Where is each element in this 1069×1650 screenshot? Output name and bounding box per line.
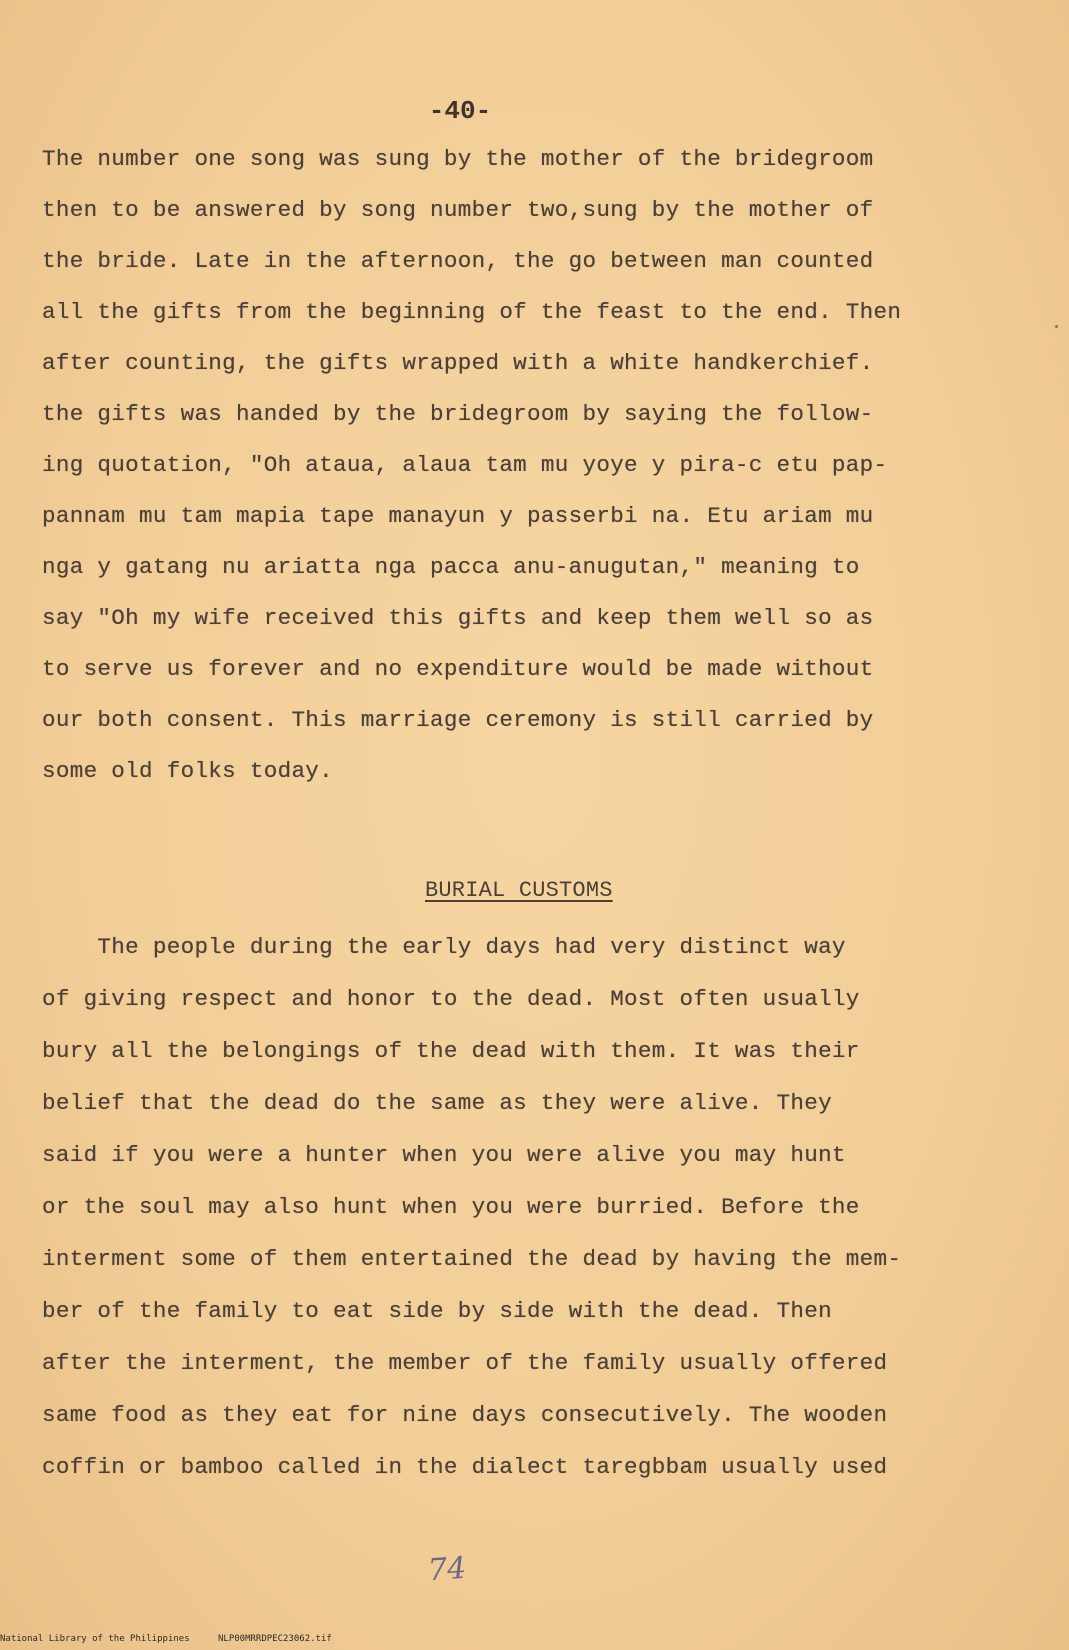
- body-line: bury all the belongings of the dead with them. It was their: [42, 1038, 860, 1064]
- body-line: the bride. Late in the afternoon, the go between man counted: [42, 248, 874, 274]
- body-line: the gifts was handed by the bridegroom by saying the follow-: [42, 401, 874, 427]
- body-line: some old folks today.: [42, 758, 334, 784]
- body-line: ing quotation, "Oh ataua, alaua tam mu yoye y pira-c etu pap-: [42, 452, 888, 478]
- body-line: The number one song was sung by the mother of the bridegroom: [42, 146, 874, 172]
- section-heading: BURIAL CUSTOMS: [425, 878, 613, 903]
- body-line: of giving respect and honor to the dead. Most often usually: [42, 986, 860, 1012]
- body-line: then to be answered by song number two,sung by the mother of: [42, 197, 874, 223]
- body-line: after counting, the gifts wrapped with a white handkerchief.: [42, 350, 874, 376]
- body-line: or the soul may also hunt when you were burried. Before the: [42, 1194, 860, 1220]
- body-line: our both consent. This marriage ceremony is still carried by: [42, 707, 874, 733]
- body-line: belief that the dead do the same as they were alive. They: [42, 1090, 832, 1116]
- footer-file-id: NLP00MRRDPEC23062.tif: [218, 1634, 332, 1644]
- body-line: after the interment, the member of the family usually offered: [42, 1350, 888, 1376]
- body-line: to serve us forever and no expenditure would be made without: [42, 656, 874, 682]
- body-line: ber of the family to eat side by side with the dead. Then: [42, 1298, 832, 1324]
- body-line: say "Oh my wife received this gifts and keep them well so as: [42, 605, 874, 631]
- body-line: said if you were a hunter when you were alive you may hunt: [42, 1142, 846, 1168]
- body-line: all the gifts from the beginning of the feast to the end. Then: [42, 299, 902, 325]
- body-line: interment some of them entertained the dead by having the mem-: [42, 1246, 902, 1272]
- body-line: same food as they eat for nine days consecutively. The wooden: [42, 1402, 888, 1428]
- handwritten-page-mark: 74: [426, 1550, 468, 1589]
- body-line: The people during the early days had very distinct way: [42, 934, 846, 960]
- body-line: coffin or bamboo called in the dialect taregbbam usually used: [42, 1454, 888, 1480]
- body-line: pannam mu tam mapia tape manayun y passerbi na. Etu ariam mu: [42, 503, 874, 529]
- body-line: nga y gatang nu ariatta nga pacca anu-anugutan," meaning to: [42, 554, 860, 580]
- paper-speck: [1055, 325, 1058, 328]
- footer-library-credit: National Library of the Philippines: [0, 1634, 190, 1644]
- page-number: -40-: [428, 96, 492, 126]
